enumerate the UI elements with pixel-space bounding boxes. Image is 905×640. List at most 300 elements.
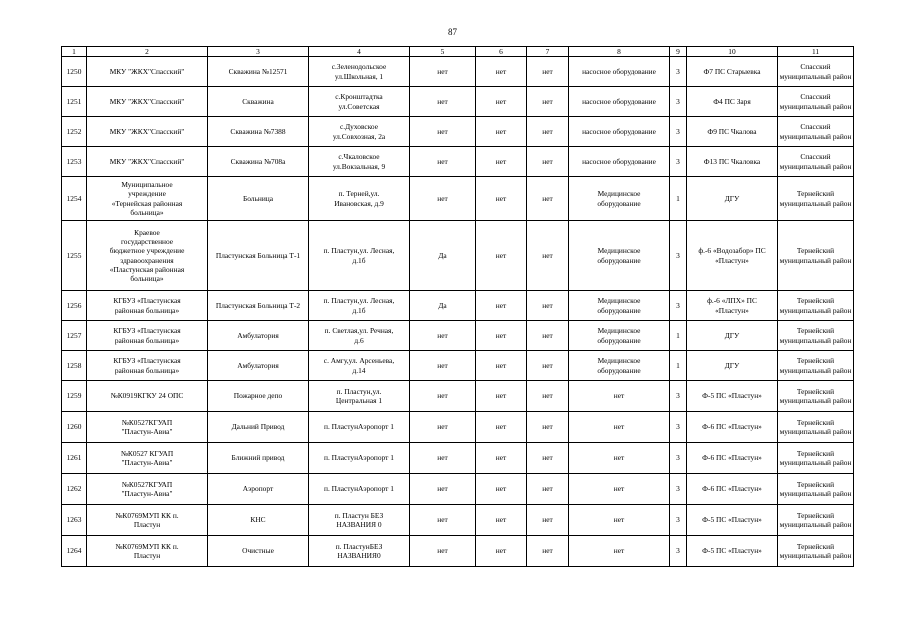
table-cell [569, 147, 670, 177]
table-cell [309, 177, 410, 221]
table-cell [62, 117, 87, 147]
table-cell [778, 474, 854, 505]
cell-text: Муниципальное учреждение «Тернейская районная больница» [111, 180, 183, 217]
cell-text: нет [613, 515, 625, 525]
table-cell [208, 474, 309, 505]
table-cell [476, 536, 527, 567]
cell-text: Пластунская Больница Т-1 [215, 250, 301, 260]
table-cell [569, 412, 670, 443]
table-row [62, 536, 854, 567]
table-cell [527, 474, 569, 505]
cell-text: Тернейский муниципальный район [779, 246, 852, 265]
column-header: 3 [208, 47, 309, 57]
table-cell [778, 381, 854, 412]
table-cell [687, 351, 778, 381]
table-cell [687, 474, 778, 505]
cell-text: Тернейский муниципальный район [779, 386, 852, 405]
table-cell [778, 505, 854, 536]
cell-text: нет [437, 66, 448, 76]
table-row [62, 221, 854, 291]
table-cell [309, 57, 410, 87]
table-cell [208, 351, 309, 381]
table-cell [569, 474, 670, 505]
table-cell [309, 381, 410, 412]
cell-text: нет [437, 546, 448, 556]
table-cell [208, 57, 309, 87]
table-cell [410, 474, 476, 505]
cell-text: КГБУЗ «Пластунская районная больница» [113, 356, 181, 375]
cell-text: МКУ "ЖКХ"Спасский" [109, 126, 185, 136]
table-cell [410, 291, 476, 321]
cell-text: 1255 [66, 250, 82, 260]
table-cell [569, 57, 670, 87]
column-header: 6 [476, 47, 527, 57]
table-cell [687, 291, 778, 321]
cell-text: №К0527КГУАП "Пластун-Авиа" [121, 479, 173, 498]
cell-text: КГБУЗ «Пластунская районная больница» [113, 296, 181, 315]
cell-text: Спасский муниципальный район [779, 92, 852, 111]
cell-text: ДГУ [724, 360, 740, 370]
cell-text: 3 [676, 126, 680, 136]
table-cell [527, 291, 569, 321]
cell-text: нет [495, 96, 507, 106]
cell-text: Ф-5 ПС «Пластун» [702, 391, 762, 401]
table-cell [687, 87, 778, 117]
table-cell [476, 87, 527, 117]
table-cell [687, 412, 778, 443]
table-cell [476, 177, 527, 221]
cell-text: ДГУ [724, 193, 740, 203]
cell-text: нет [437, 453, 448, 463]
table-cell [569, 87, 670, 117]
cell-text: насосное оборудование [582, 96, 656, 106]
table-cell [476, 321, 527, 351]
table-cell [208, 291, 309, 321]
table-cell [410, 147, 476, 177]
table-cell [410, 536, 476, 567]
cell-text: с.Кронштадтка ул.Советская [335, 92, 383, 111]
table-cell [476, 147, 527, 177]
table-cell [687, 381, 778, 412]
cell-text: с.Чкаловское ул.Вокзальная, 9 [332, 152, 386, 171]
table-cell [569, 351, 670, 381]
table-cell [87, 147, 208, 177]
table-cell [527, 412, 569, 443]
cell-text: Ф-6 ПС «Пластун» [702, 422, 762, 432]
table-cell [87, 291, 208, 321]
table-cell [527, 443, 569, 474]
table-cell [62, 381, 87, 412]
cell-text: нет [542, 484, 553, 494]
column-header: 5 [410, 47, 476, 57]
cell-text: Скважина №708а [230, 156, 286, 166]
table-cell [476, 291, 527, 321]
cell-text: нет [495, 193, 507, 203]
table-cell [687, 505, 778, 536]
cell-text: ф.-6 «Водозабор» ПС «Пластун» [698, 246, 766, 265]
cell-text: 1 [676, 193, 680, 203]
table-cell [410, 381, 476, 412]
table-cell [410, 117, 476, 147]
table-cell [476, 117, 527, 147]
cell-text: 3 [676, 300, 680, 310]
table-cell [208, 87, 309, 117]
table-cell [309, 147, 410, 177]
cell-text: Амбулатория [237, 360, 279, 370]
cell-text: нет [542, 156, 553, 166]
table-cell [62, 536, 87, 567]
table-cell [670, 381, 687, 412]
cell-text: 3 [676, 250, 680, 260]
column-header: 9 [670, 47, 687, 57]
table-cell [62, 474, 87, 505]
table-cell [778, 443, 854, 474]
cell-text: нет [495, 250, 507, 260]
cell-text: 3 [676, 515, 680, 525]
table-cell [527, 221, 569, 291]
cell-text: МКУ "ЖКХ"Спасский" [109, 156, 185, 166]
table-cell [687, 117, 778, 147]
table-cell [87, 321, 208, 351]
cell-text: насосное оборудование [582, 126, 656, 136]
table-cell [208, 221, 309, 291]
table-cell [62, 177, 87, 221]
cell-text: нет [495, 422, 507, 432]
cell-text: 1262 [66, 484, 82, 494]
cell-text: п. Пластун,ул. Лесная, д.1б [323, 246, 395, 265]
cell-text: Краевое государственное бюджетное учреждение здравоохранения «Пластунская районная больница» [109, 227, 185, 283]
table-cell [410, 443, 476, 474]
cell-text: Тернейский муниципальный район [779, 296, 852, 315]
cell-text: Дальний Привод [231, 422, 285, 432]
cell-text: Ф7 ПС Старыевка [703, 66, 761, 76]
table-cell [62, 412, 87, 443]
table-cell [87, 412, 208, 443]
column-header: 2 [87, 47, 208, 57]
table-cell [687, 177, 778, 221]
cell-text: 3 [676, 484, 680, 494]
cell-text: нет [437, 422, 448, 432]
cell-text: нет [495, 156, 507, 166]
table-row [62, 117, 854, 147]
cell-text: нет [437, 126, 448, 136]
column-header: 10 [687, 47, 778, 57]
table-row [62, 381, 854, 412]
table-row [62, 147, 854, 177]
table-cell [476, 412, 527, 443]
cell-text: Ф4 ПС Заря [713, 96, 751, 106]
cell-text: нет [437, 360, 448, 370]
table-cell [670, 291, 687, 321]
cell-text: Медицинское оборудование [597, 246, 641, 265]
cell-text: №К0919КГКУ 24 ОПС [110, 391, 184, 401]
table-cell [778, 57, 854, 87]
table-cell [476, 474, 527, 505]
table-cell [87, 505, 208, 536]
table-cell [569, 505, 670, 536]
cell-text: нет [542, 193, 553, 203]
cell-text: нет [542, 96, 553, 106]
cell-text: 3 [676, 546, 680, 556]
cell-text: 1256 [66, 300, 82, 310]
cell-text: Аэропорт [242, 484, 274, 494]
table-cell [476, 381, 527, 412]
table-cell [687, 57, 778, 87]
table-cell [476, 505, 527, 536]
cell-text: нет [495, 360, 507, 370]
table-cell [309, 321, 410, 351]
cell-text: Спасский муниципальный район [779, 122, 852, 141]
cell-text: п. ПластунБЕЗ НАЗВАНИЯ0 [335, 541, 383, 560]
table-cell [527, 321, 569, 351]
cell-text: насосное оборудование [582, 156, 656, 166]
cell-text: Тернейский муниципальный район [779, 356, 852, 375]
cell-text: 3 [676, 422, 680, 432]
cell-text: п. ПластунАэропорт 1 [324, 422, 394, 432]
table-cell [527, 381, 569, 412]
table-cell [569, 117, 670, 147]
cell-text: Тернейский муниципальный район [779, 326, 852, 345]
table-cell [687, 443, 778, 474]
table-cell [62, 351, 87, 381]
cell-text: Медицинское оборудование [597, 296, 641, 315]
cell-text: 1 [676, 360, 680, 370]
cell-text: МКУ "ЖКХ"Спасский" [109, 66, 185, 76]
cell-text: нет [542, 360, 553, 370]
table-cell [778, 177, 854, 221]
table-cell [476, 443, 527, 474]
table-cell [62, 505, 87, 536]
cell-text: Ф-6 ПС «Пластун» [702, 484, 762, 494]
cell-text: нет [437, 96, 448, 106]
table-cell [208, 117, 309, 147]
cell-text: 1250 [66, 66, 82, 76]
cell-text: с. Амгу,ул. Арсеньева, д.14 [323, 356, 395, 375]
table-row [62, 321, 854, 351]
table-cell [87, 57, 208, 87]
cell-text: нет [542, 391, 553, 401]
cell-text: 1251 [66, 96, 82, 106]
cell-text: нет [495, 515, 507, 525]
table-row [62, 474, 854, 505]
cell-text: нет [542, 422, 553, 432]
cell-text: №К0527КГУАП "Пластун-Авиа" [121, 417, 173, 436]
cell-text: 1263 [66, 515, 82, 525]
table-cell [208, 536, 309, 567]
table-cell [476, 221, 527, 291]
cell-text: КНС [250, 515, 266, 525]
table-cell [62, 291, 87, 321]
table-cell [62, 221, 87, 291]
table-cell [778, 147, 854, 177]
page-number: 87 [448, 27, 457, 37]
column-header: 8 [569, 47, 670, 57]
cell-text: МКУ "ЖКХ"Спасский" [109, 96, 185, 106]
table-cell [476, 57, 527, 87]
table-cell [410, 321, 476, 351]
table-cell [87, 117, 208, 147]
cell-text: нет [613, 453, 625, 463]
table-cell [569, 177, 670, 221]
table-cell [778, 536, 854, 567]
cell-text: нет [542, 546, 553, 556]
cell-text: Ф9 ПС Чкалова [707, 126, 757, 136]
table-cell [778, 87, 854, 117]
table-row [62, 57, 854, 87]
cell-text: Тернейский муниципальный район [779, 479, 852, 498]
column-header: 7 [527, 47, 569, 57]
table-cell [87, 177, 208, 221]
table-cell [670, 351, 687, 381]
cell-text: ДГУ [724, 330, 740, 340]
table-cell [410, 57, 476, 87]
cell-text: 3 [676, 156, 680, 166]
cell-text: Скважина [242, 96, 274, 106]
table-cell [208, 381, 309, 412]
table-cell [309, 412, 410, 443]
table-cell [687, 221, 778, 291]
cell-text: п. Пластун БЕЗ НАЗВАНИЯ 0 [334, 510, 384, 529]
table-cell [527, 57, 569, 87]
cell-text: нет [495, 66, 507, 76]
table-cell [670, 147, 687, 177]
cell-text: нет [542, 126, 553, 136]
table-cell [208, 412, 309, 443]
cell-text: с.Духовское ул.Совхозная, 2а [332, 122, 386, 141]
table-cell [687, 321, 778, 351]
cell-text: п. Пластун,ул. Центральная 1 [335, 386, 383, 405]
cell-text: Скважина №7388 [230, 126, 286, 136]
table-cell [778, 351, 854, 381]
cell-text: Да [438, 250, 447, 260]
table-cell [62, 147, 87, 177]
cell-text: нет [495, 546, 507, 556]
table-cell [527, 505, 569, 536]
table-cell [670, 117, 687, 147]
cell-text: 3 [676, 66, 680, 76]
table-cell [410, 87, 476, 117]
cell-text: Спасский муниципальный район [779, 62, 852, 81]
table-row [62, 177, 854, 221]
table-cell [670, 443, 687, 474]
cell-text: Ф-5 ПС «Пластун» [702, 546, 762, 556]
cell-text: №К0769МУП КК п. Пластун [115, 541, 179, 560]
cell-text: 1254 [66, 193, 82, 203]
cell-text: п. Пластун,ул. Лесная, д.1б [323, 296, 395, 315]
cell-text: Ф-5 ПС «Пластун» [702, 515, 762, 525]
column-header: 1 [62, 47, 87, 57]
cell-text: нет [495, 126, 507, 136]
cell-text: Тернейский муниципальный район [779, 189, 852, 208]
table-cell [569, 291, 670, 321]
cell-text: нет [437, 330, 448, 340]
table-cell [778, 291, 854, 321]
data-table [61, 46, 854, 567]
table-cell [778, 412, 854, 443]
table-cell [670, 412, 687, 443]
cell-text: 3 [676, 96, 680, 106]
table-row [62, 351, 854, 381]
table-cell [778, 117, 854, 147]
table-cell [309, 505, 410, 536]
table-cell [687, 147, 778, 177]
table-cell [569, 221, 670, 291]
table-row [62, 291, 854, 321]
cell-text: нет [437, 515, 448, 525]
cell-text: Больница [242, 193, 274, 203]
cell-text: нет [542, 330, 553, 340]
cell-text: Тернейский муниципальный район [779, 510, 852, 529]
cell-text: п. ПластунАэропорт 1 [324, 484, 394, 494]
table-cell [208, 443, 309, 474]
cell-text: Медицинское оборудование [597, 356, 641, 375]
cell-text: п. Терней,ул. Ивановская, д.9 [334, 189, 384, 208]
table-cell [527, 351, 569, 381]
cell-text: Пластунская Больница Т-2 [215, 300, 301, 310]
cell-text: нет [495, 391, 507, 401]
table-cell [410, 412, 476, 443]
table-cell [208, 321, 309, 351]
table-cell [527, 536, 569, 567]
table-cell [87, 474, 208, 505]
cell-text: насосное оборудование [582, 66, 656, 76]
table-cell [309, 221, 410, 291]
table-cell [670, 505, 687, 536]
table-cell [670, 57, 687, 87]
table-cell [87, 381, 208, 412]
table-cell [309, 474, 410, 505]
cell-text: 1259 [66, 391, 82, 401]
table-cell [569, 381, 670, 412]
table-cell [670, 474, 687, 505]
cell-text: нет [613, 546, 625, 556]
cell-text: 1 [676, 330, 680, 340]
cell-text: нет [542, 66, 553, 76]
table-cell [87, 351, 208, 381]
table-cell [476, 351, 527, 381]
table-cell [670, 221, 687, 291]
table-cell [309, 351, 410, 381]
cell-text: 1258 [66, 360, 82, 370]
table-cell [670, 87, 687, 117]
cell-text: 3 [676, 391, 680, 401]
cell-text: Скважина №12571 [228, 66, 288, 76]
cell-text: нет [542, 515, 553, 525]
cell-text: нет [613, 484, 625, 494]
cell-text: нет [437, 391, 448, 401]
table-cell [670, 321, 687, 351]
cell-text: 1264 [66, 546, 82, 556]
table-cell [62, 87, 87, 117]
table-cell [87, 443, 208, 474]
cell-text: нет [495, 484, 507, 494]
table-row [62, 443, 854, 474]
table-cell [410, 177, 476, 221]
table-cell [62, 321, 87, 351]
cell-text: нет [437, 484, 448, 494]
table-cell [309, 117, 410, 147]
cell-text: нет [613, 422, 625, 432]
cell-text: Ближний привод [231, 453, 285, 463]
table-cell [410, 221, 476, 291]
cell-text: Медицинское оборудование [597, 189, 641, 208]
table-cell [309, 291, 410, 321]
table-cell [62, 57, 87, 87]
cell-text: с.Зеленодольское ул.Школьная, 1 [331, 62, 387, 81]
cell-text: нет [495, 330, 507, 340]
cell-text: Тернейский муниципальный район [779, 417, 852, 436]
cell-text: ф.-6 «ЛПХ» ПС «Пластун» [707, 296, 757, 315]
